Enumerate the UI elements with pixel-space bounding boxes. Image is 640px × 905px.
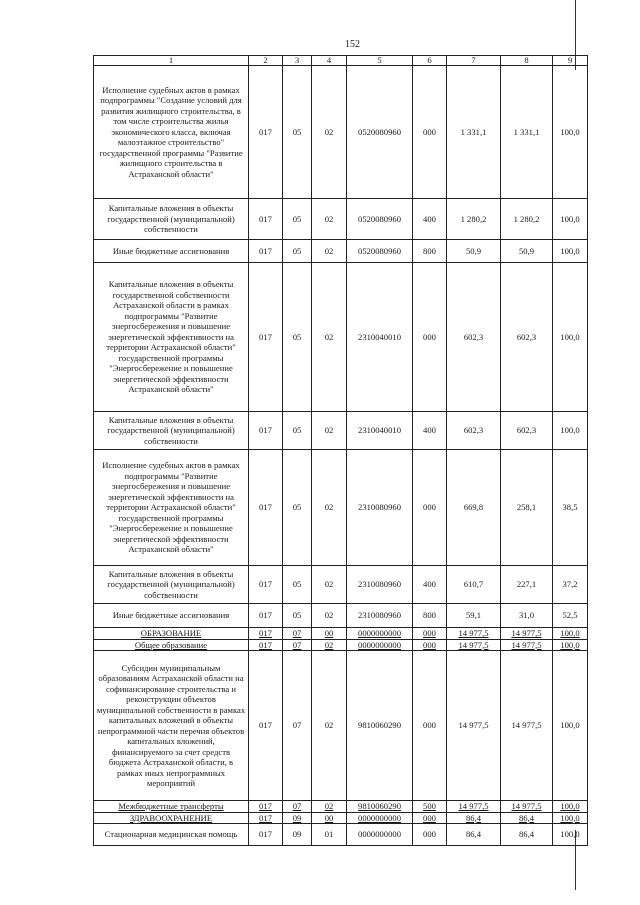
row-name: Капитальные вложения в объекты государственной собственности Астраханской области в рамках подпрограммы "Развитие энергосбережения и повышение энергетической эффективности на территории Астраханской области" государственной программы "Энергосбережение и повышение энергетической эффективности Астраханской области"	[94, 263, 249, 412]
cell-value: 02	[312, 412, 347, 450]
cell-value: 100,0	[553, 412, 588, 450]
cell-value: 05	[283, 450, 312, 566]
cell-value: 86,4	[447, 812, 501, 824]
cell-value: 602,3	[447, 412, 501, 450]
cell-value: 02	[312, 240, 347, 263]
cell-value: 602,3	[501, 412, 553, 450]
cell-value: 610,7	[447, 566, 501, 604]
column-header: 8	[501, 56, 553, 66]
table-row	[94, 566, 588, 604]
column-header: 4	[312, 56, 347, 66]
table-row	[94, 801, 588, 813]
cell-value: 100,0	[553, 824, 588, 846]
cell-value: 017	[249, 412, 283, 450]
cell-value: 017	[249, 450, 283, 566]
row-name: Исполнение судебных актов в рамках подпрограммы "Создание условий для развития жилищного строительства, в том числе строительства жилья экономического класса, включая малоэтажное строительство" государственной программы "Развитие жилищного строительства в Астраханской области"	[94, 66, 249, 199]
row-name: ОБРАЗОВАНИЕ	[94, 628, 249, 640]
row-name: Субсидии муниципальным образованиям Астраханской области на софинансирование строительства и реконструкции объектов муниципальной собственности в рамках капитальных вложений в объекты непрограммной части перечня объектов капитальных вложений, финансируемого за счет средств бюджета Астраханской области, в рамках иных непрограммных мероприятий	[94, 651, 249, 801]
cell-value: 000	[413, 639, 447, 651]
cell-value: 800	[413, 240, 447, 263]
cell-value: 9810060290	[347, 651, 413, 801]
cell-value: 017	[249, 604, 283, 628]
cell-value: 14 977,5	[447, 639, 501, 651]
cell-value: 000	[413, 812, 447, 824]
cell-value: 00	[312, 812, 347, 824]
cell-value: 400	[413, 566, 447, 604]
cell-value: 05	[283, 240, 312, 263]
cell-value: 02	[312, 651, 347, 801]
cell-value: 1 331,1	[447, 66, 501, 199]
cell-value: 02	[312, 263, 347, 412]
cell-value: 000	[413, 651, 447, 801]
cell-value: 02	[312, 199, 347, 240]
row-name: ЗДРАВООХРАНЕНИЕ	[94, 812, 249, 824]
column-header: 1	[94, 56, 249, 66]
row-name: Капитальные вложения в объекты государственной (муниципальной) собственности	[94, 199, 249, 240]
cell-value: 017	[249, 801, 283, 813]
cell-value: 07	[283, 628, 312, 640]
cell-value: 14 977,5	[501, 639, 553, 651]
table-row	[94, 66, 588, 199]
cell-value: 000	[413, 450, 447, 566]
cell-value: 017	[249, 639, 283, 651]
cell-value: 017	[249, 66, 283, 199]
cell-value: 07	[283, 639, 312, 651]
column-header-row	[94, 56, 588, 66]
cell-value: 14 977,5	[447, 628, 501, 640]
row-name: Межбюджетные трансферты	[94, 801, 249, 813]
cell-value: 0000000000	[347, 639, 413, 651]
cell-value: 100,0	[553, 639, 588, 651]
cell-value: 09	[283, 812, 312, 824]
cell-value: 14 977,5	[501, 801, 553, 813]
cell-value: 86,4	[501, 812, 553, 824]
cell-value: 52,5	[553, 604, 588, 628]
cell-value: 0000000000	[347, 824, 413, 846]
table-row	[94, 199, 588, 240]
cell-value: 50,9	[501, 240, 553, 263]
table-row	[94, 240, 588, 263]
cell-value: 38,5	[553, 450, 588, 566]
cell-value: 9810060290	[347, 801, 413, 813]
cell-value: 14 977,5	[447, 801, 501, 813]
table-row	[94, 450, 588, 566]
cell-value: 1 331,1	[501, 66, 553, 199]
cell-value: 227,1	[501, 566, 553, 604]
cell-value: 05	[283, 604, 312, 628]
table-row	[94, 263, 588, 412]
table-row	[94, 412, 588, 450]
row-name: Капитальные вложения в объекты государственной (муниципальной) собственности	[94, 412, 249, 450]
cell-value: 14 977,5	[501, 651, 553, 801]
cell-value: 1 280,2	[501, 199, 553, 240]
cell-value: 02	[312, 604, 347, 628]
cell-value: 800	[413, 604, 447, 628]
cell-value: 05	[283, 263, 312, 412]
cell-value: 000	[413, 824, 447, 846]
cell-value: 09	[283, 824, 312, 846]
cell-value: 669,8	[447, 450, 501, 566]
cell-value: 017	[249, 240, 283, 263]
cell-value: 05	[283, 412, 312, 450]
cell-value: 02	[312, 450, 347, 566]
cell-value: 05	[283, 199, 312, 240]
cell-value: 2310040010	[347, 412, 413, 450]
row-name: Исполнение судебных актов в рамках подпрограммы "Развитие энергосбережения и повышение энергетической эффективности на территории Астраханской области" государственной программы "Энергосбережение и повышение энергетической эффективности Астраханской области"	[94, 450, 249, 566]
cell-value: 02	[312, 66, 347, 199]
cell-value: 2310080960	[347, 450, 413, 566]
cell-value: 1 280,2	[447, 199, 501, 240]
cell-value: 017	[249, 566, 283, 604]
cell-value: 00	[312, 628, 347, 640]
table-row	[94, 639, 588, 651]
cell-value: 2310040010	[347, 263, 413, 412]
cell-value: 02	[312, 639, 347, 651]
cell-value: 100,0	[553, 801, 588, 813]
column-header: 6	[413, 56, 447, 66]
cell-value: 017	[249, 263, 283, 412]
cell-value: 000	[413, 66, 447, 199]
column-header: 9	[553, 56, 588, 66]
cell-value: 07	[283, 651, 312, 801]
cell-value: 05	[283, 566, 312, 604]
row-name: Стационарная медицинская помощь	[94, 824, 249, 846]
cell-value: 59,1	[447, 604, 501, 628]
cell-value: 01	[312, 824, 347, 846]
cell-value: 017	[249, 199, 283, 240]
cell-value: 258,1	[501, 450, 553, 566]
cell-value: 02	[312, 566, 347, 604]
cell-value: 100,0	[553, 263, 588, 412]
table-row	[94, 824, 588, 846]
budget-table	[93, 55, 588, 846]
cell-value: 0000000000	[347, 812, 413, 824]
table-row	[94, 604, 588, 628]
cell-value: 000	[413, 628, 447, 640]
cell-value: 000	[413, 263, 447, 412]
cell-value: 017	[249, 651, 283, 801]
cell-value: 86,4	[501, 824, 553, 846]
column-header: 7	[447, 56, 501, 66]
cell-value: 400	[413, 412, 447, 450]
cell-value: 37,2	[553, 566, 588, 604]
cell-value: 602,3	[447, 263, 501, 412]
cell-value: 14 977,5	[447, 651, 501, 801]
cell-value: 400	[413, 199, 447, 240]
row-name: Иные бюджетные ассигнования	[94, 240, 249, 263]
cell-value: 100,0	[553, 812, 588, 824]
cell-value: 0520080960	[347, 199, 413, 240]
cell-value: 86,4	[447, 824, 501, 846]
column-header: 2	[249, 56, 283, 66]
cell-value: 602,3	[501, 263, 553, 412]
cell-value: 50,9	[447, 240, 501, 263]
row-name: Капитальные вложения в объекты государственной (муниципальной) собственности	[94, 566, 249, 604]
cell-value: 0520080960	[347, 66, 413, 199]
column-header: 5	[347, 56, 413, 66]
table-row	[94, 651, 588, 801]
cell-value: 017	[249, 812, 283, 824]
cell-value: 02	[312, 801, 347, 813]
cell-value: 100,0	[553, 628, 588, 640]
table-row	[94, 628, 588, 640]
cell-value: 14 977,5	[501, 628, 553, 640]
cell-value: 500	[413, 801, 447, 813]
row-name: Общее образование	[94, 639, 249, 651]
row-name: Иные бюджетные ассигнования	[94, 604, 249, 628]
column-header: 3	[283, 56, 312, 66]
cell-value: 100,0	[553, 240, 588, 263]
cell-value: 31,0	[501, 604, 553, 628]
cell-value: 0000000000	[347, 628, 413, 640]
cell-value: 017	[249, 824, 283, 846]
cell-value: 100,0	[553, 199, 588, 240]
cell-value: 100,0	[553, 651, 588, 801]
cell-value: 05	[283, 66, 312, 199]
cell-value: 100,0	[553, 66, 588, 199]
cell-value: 2310080960	[347, 604, 413, 628]
cell-value: 017	[249, 628, 283, 640]
page-number: 152	[345, 39, 360, 50]
cell-value: 0520080960	[347, 240, 413, 263]
table-row	[94, 812, 588, 824]
cell-value: 07	[283, 801, 312, 813]
cell-value: 2310080960	[347, 566, 413, 604]
